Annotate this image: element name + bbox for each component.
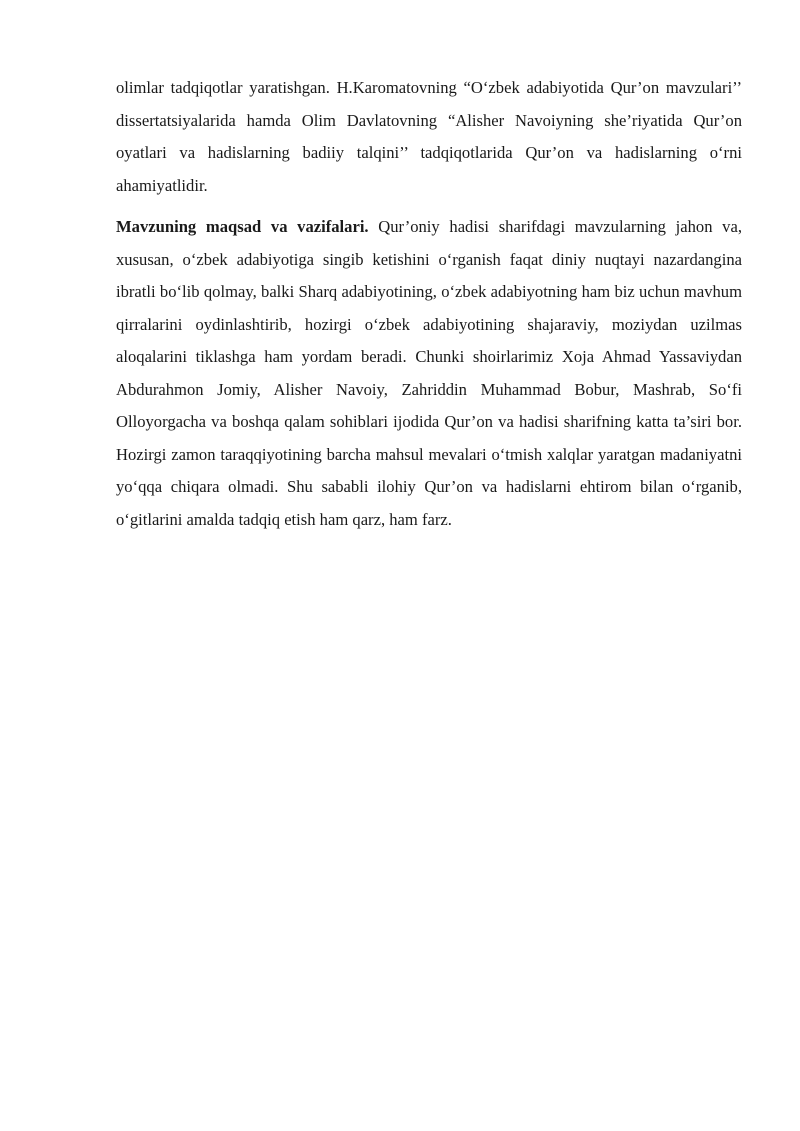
- paragraph-aims-and-tasks: [116, 211, 742, 536]
- paragraph-continuation: olimlar tadqiqotlar yaratishgan. H.Karomatovning “O‘zbek adabiyotida Qur’on mavzulari’’ dissertatsiyalarida hamda Olim Davlatovning “Alisher Navoiyning she’riyatida Qur’on oyatlari va hadislarning badiiy talqini’’ tadqiqotlarida Qur’on va hadislarning o‘rni ahamiyatlidir.: [116, 78, 742, 195]
- document-page: [116, 72, 742, 536]
- paragraph-body: Qur’oniy hadisi sharifdagi mavzularning jahon va, xususan, o‘zbek adabiyotiga singib ketishini o‘rganish faqat diniy nuqtayi nazardangina ibratli bo‘lib qolmay, balki Sharq adabiyotining, o‘zbek adabiyotning ham biz uchun mavhum qirralarini oydinlashtirib, hozirgi o‘zbek adabiyotining shajaraviy, moziydan uzilmas aloqalarini tiklashga ham yordam beradi. Chunki shoirlarimiz Xoja Ahmad Yassaviydan Abdurahmon Jomiy, Alisher Navoiy, Zahriddin Muhammad Bobur, Mashrab, So‘fi Olloyorgacha va boshqa qalam sohiblari ijodida Qur’on va hadisi sharifning katta ta’siri bor. Hozirgi zamon taraqqiyotining barcha mahsul mevalari o‘tmish xalqlar yaratgan madaniyatni yo‘qqa chiqara olmadi. Shu sababli ilohiy Qur’on va hadislarni ehtirom bilan o‘rganib, o‘gitlarini amalda tadqiq etish ham qarz, ham farz.: [116, 217, 742, 529]
- section-heading-inline: Mavzuning maqsad va vazifalari.: [116, 217, 369, 236]
